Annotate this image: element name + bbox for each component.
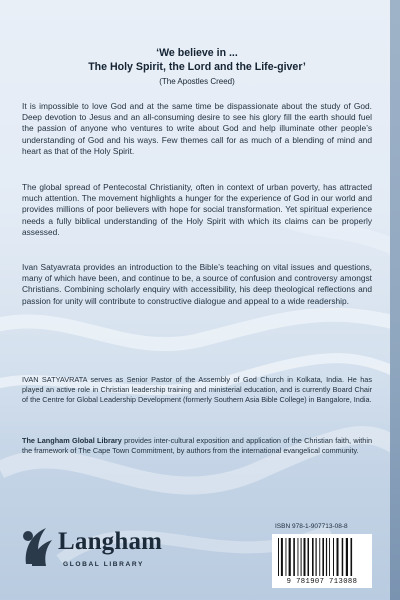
- author-bio: IVAN SATYAVRATA serves as Senior Pastor of the Assembly of God Church in Kolkata, India. He has played an active role in Christian leadership training and ministerial education, and is currently Board Chair of the Centre for Global Leadership Development (formerly Southern Asia Bible College) in Bangalore, India.: [22, 375, 372, 405]
- barcode-bar: [301, 538, 302, 576]
- barcode-bar: [333, 538, 334, 576]
- creed-quote: [22, 46, 372, 74]
- barcode-bar: [281, 538, 283, 576]
- isbn-label: ISBN 978-1-907713-08-8: [275, 523, 348, 530]
- barcode-bar: [289, 538, 291, 576]
- barcode-bar: [312, 538, 314, 576]
- barcode-bar: [293, 538, 295, 576]
- barcode-bar: [286, 538, 287, 576]
- barcode-digits: 9 781907 713088: [286, 578, 358, 586]
- langham-emblem-icon: [18, 524, 58, 572]
- quote-source: (The Apostles Creed): [159, 77, 235, 86]
- barcode-bar: [337, 538, 339, 576]
- barcode-bar: [346, 538, 348, 576]
- langham-logo: [18, 520, 168, 582]
- barcode-bar: [329, 538, 330, 576]
- barcode-bar: [316, 538, 317, 576]
- barcode-bar: [304, 538, 306, 576]
- barcode-bar: [298, 538, 299, 576]
- quote-line-1: ‘We believe in ...: [156, 47, 238, 59]
- barcode-bar: [326, 538, 327, 576]
- barcode-bar: [342, 538, 344, 576]
- library-name: The Langham Global Library: [22, 436, 122, 445]
- library-description: [22, 436, 372, 456]
- library-text: provides inter-cultural exposition and application of the Christian faith, within the framework of The Cape Town Commitment, by authors from the international evangelical community.: [22, 436, 372, 456]
- barcode-bar: [319, 538, 320, 576]
- paragraph-3: Ivan Satyavrata provides an introduction to the Bible’s teaching on vital issues and questions, many of which have been, and continue to be, a source of confusion and controversy amongst Christians. Combining scholarly enquiry with accessibility, his deep theological reflections and passion for unity will contribute to constructive dialogue and appeal to a wide readership.: [22, 262, 372, 306]
- barcode-bar: [322, 538, 324, 576]
- paragraph-1: It is impossible to love God and at the same time be dispassionate about the study of God. Deep devotion to Jesus and an all-consuming desire to see his glory fill the earth should fuel the passion of anyone who ventures to write about God and help illuminate other people’s understanding of God and his ways. Few themes call for as much of a blending of mind and heart as that of the Holy Spirit.: [22, 101, 372, 156]
- logo-subtitle: GLOBAL LIBRARY: [63, 561, 145, 568]
- barcode-bars: [272, 534, 372, 578]
- logo-name: Langham: [58, 528, 163, 555]
- barcode-bar: [351, 538, 353, 576]
- barcode: [272, 534, 372, 588]
- quote-line-2: The Holy Spirit, the Lord and the Life-giver’: [88, 61, 306, 73]
- barcode-bar: [278, 538, 279, 576]
- barcode-bar: [308, 538, 310, 576]
- paragraph-2: The global spread of Pentecostal Christianity, often in context of urban poverty, has attracted much attention. The movement highlights a hunger for the experience of God in our world and provides millions of poor believers with hope for social transformation. Yet spiritual experience needs a fully biblical understanding of the Holy Spirit with which its claims can be properly assessed.: [22, 182, 372, 237]
- spine-strip: [390, 0, 400, 600]
